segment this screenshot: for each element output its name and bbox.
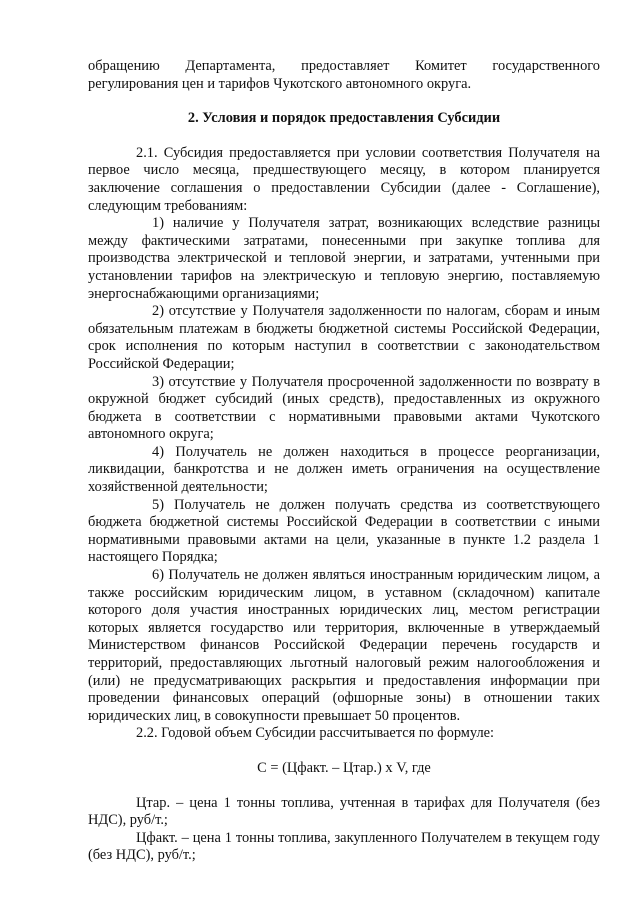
document-page — [88, 58, 600, 865]
section-heading: 2. Условия и порядок предоставления Субсидии — [187, 110, 501, 127]
intro-paragraph: обращению Департамента, предоставляет Комитет государственного регулирования цен и тарифов Чукотского автономного округа. — [88, 58, 600, 92]
requirement-3: 3) отсутствие у Получателя просроченной задолженности по возврату в окружной бюджет субсидий (иных средств), предоставленных из окружного бюджета в соответствии с нормативными правовыми актами Чукотского автономного округа; — [88, 373, 600, 443]
requirement-6: 6) Получатель не должен являться иностранным юридическим лицом, а также российским юридическим лицом, в уставном (складочном) капитале которого доля участия иностранных юридических лиц, местом регистрации которых является государство или территория, включенные в утверждаемый Министерством финансов Российской Федерации перечень государств и территорий, предоставляющих льготный налоговый режим налогообложения и (или) не предусматривающих раскрытия и предоставления информации при проведении финансовых операций (офшорные зоны) в отношении таких юридических лиц, в совокупности превышает 50 процентов. — [88, 567, 600, 724]
definition-fact: Цфакт. – цена 1 тонны топлива, закупленного Получателем в текущем году (без НДС), руб/т.; — [88, 829, 600, 864]
paragraph-2-1: 2.1. Субсидия предоставляется при условии соответствия Получателя на первое число месяца, предшествующего месяцу, в котором планируется заключение соглашения о предоставлении Субсидии (далее - Соглашение), следующим требованиям: — [88, 144, 600, 214]
requirement-1: 1) наличие у Получателя затрат, возникающих вследствие разницы между фактическими затратами, понесенными при закупке топлива для производства электрической и тепловой энергии, и затратами, учтенными при установлении тарифов на электрическую и тепловую энергию, поставляемую энергоснабжающими организациями; — [88, 215, 600, 302]
requirement-4: 4) Получатель не должен находиться в процессе реорганизации, ликвидации, банкротства и не должен иметь ограничения на осуществление хозяйственной деятельности; — [88, 443, 600, 496]
paragraph-2-2: 2.2. Годовой объем Субсидии рассчитывается по формуле: — [136, 725, 495, 742]
formula: С = (Цфакт. – Цтар.) х V, где — [257, 759, 431, 776]
requirement-5: 5) Получатель не должен получать средства из соответствующего бюджета бюджетной системы Российской Федерации в соответствии с иными нормативными правовыми актами на цели, указанные в пункте 1.2 раздела 1 настоящего Порядка; — [88, 496, 600, 566]
requirement-2: 2) отсутствие у Получателя задолженности по налогам, сборам и иным обязательным платежам в бюджеты бюджетной системы Российской Федерации, срок исполнения по которым наступил в соответствии с законодательством Российской Федерации; — [88, 303, 600, 372]
definition-tar: Цтар. – цена 1 тонны топлива, учтенная в тарифах для Получателя (без НДС), руб/т.; — [88, 794, 600, 829]
